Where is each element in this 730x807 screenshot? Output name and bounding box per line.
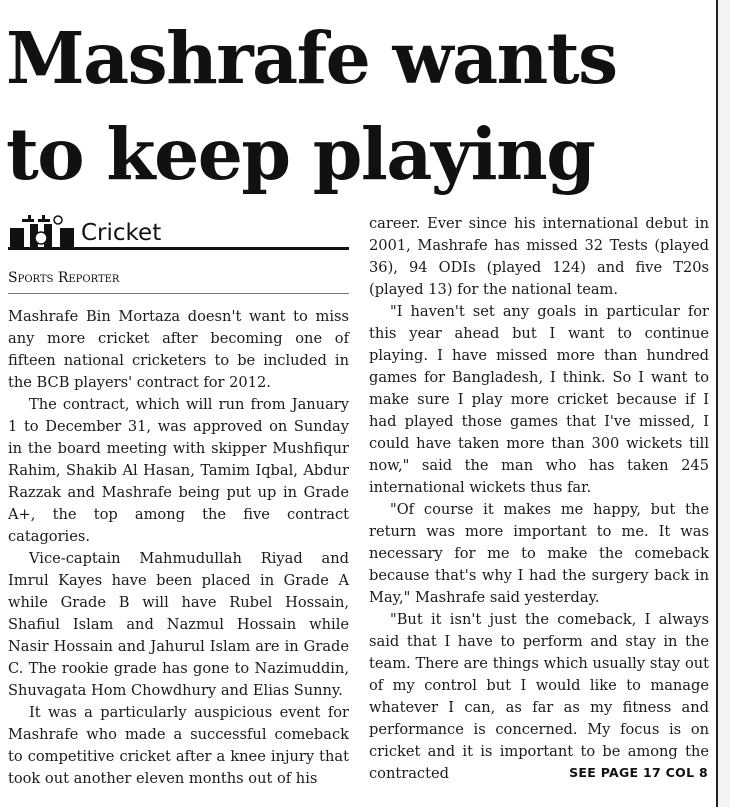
section-name: Cricket <box>81 220 162 246</box>
continuation-jump-line[interactable]: SEE PAGE 17 COL 8 <box>569 765 708 780</box>
paragraph: Vice-captain Mahmudullah Riyad and Imrul Kayes have been placed in Grade A while Grade B will have Rubel Hossain, Shafiul Islam and Nazmul Hossain while Nasir Hossain and Jahurul Islam are in Grade C. The rookie grade has gone to Nazimuddin, Shuvagata Hom Chowdhury and Elias Sunny. <box>8 550 349 699</box>
paragraph: "But it isn't just the comeback, I always said that I have to perform and stay in the team. There are things which usually stay out of my control but I would like to manage whatever I can, as far as my fitness and performance is concerned. My focus is on cricket and it is important to be among the contracted <box>369 611 709 782</box>
paragraph: "Of course it makes me happy, but the return was more important to me. It was necessary for me to make the comeback because that's why I had the surgery back in May," Mashrafe said yesterday. <box>369 501 709 606</box>
byline: Sports Reporter <box>8 270 120 286</box>
byline-rule <box>8 293 349 294</box>
paragraph: The contract, which will run from January 1 to December 31, was approved on Sunday in the board meeting with skipper Mushfiqur Rahim, Shakib Al Hasan, Tamim Iqbal, Abdur Razzak and Mashrafe being put up in Grade A+, the top among the five contract catagories. <box>8 396 349 545</box>
article-column-left <box>8 306 349 790</box>
paragraph: career. Ever since his international debut in 2001, Mashrafe has missed 32 Tests (played 36), 94 ODIs (played 124) and five T20s (played 13) for the national team. <box>369 215 709 298</box>
headline: Mashrafe wants to keep playing <box>6 16 617 196</box>
paragraph: "I haven't set any goals in particular for this year ahead but I want to continue playing. I have missed more than hundred games for Bangladesh, I think. So I want to make sure I play more cricket because if I had played those games that I've missed, I could have taken more than 300 wickets till now," said the man who has taken 245 international wickets thus far. <box>369 303 709 496</box>
section-label <box>8 212 348 252</box>
article-column-right <box>369 213 709 785</box>
paragraph: Mashrafe Bin Mortaza doesn't want to miss any more cricket after becoming one of fifteen national cricketers to be included in the BCB players' contract for 2012. <box>8 308 349 391</box>
paragraph: It was a particularly auspicious event for Mashrafe who made a successful comeback to competitive cricket after a knee injury that took out another eleven months out of his <box>8 704 349 787</box>
section-rule <box>8 247 349 250</box>
cricket-stumps-icon <box>8 214 78 250</box>
adjacent-column-strip <box>718 0 730 807</box>
